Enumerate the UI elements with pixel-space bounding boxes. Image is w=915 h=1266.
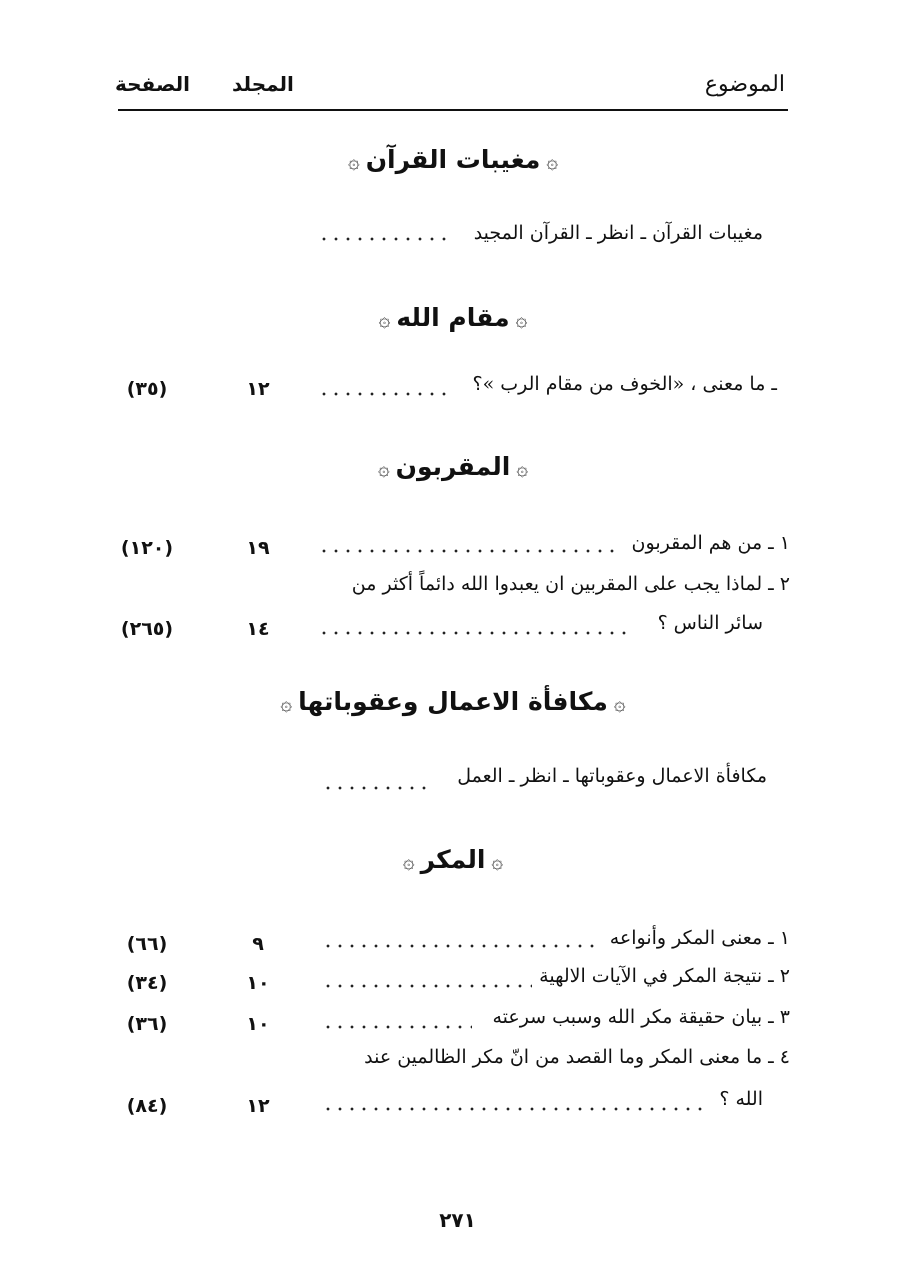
entry-line: ١ ـ من هم المقربون (631, 532, 790, 554)
ornament-icon: ۞ (378, 307, 391, 331)
volume-number: ١٢ (246, 1095, 270, 1117)
leader-dots (318, 549, 618, 553)
volume-number: ١٠ (246, 1013, 270, 1035)
header-rule (118, 109, 788, 111)
leader-dots (322, 1025, 472, 1029)
section-title (118, 303, 788, 332)
entry-line: ٢ ـ نتيجة المكر في الآيات الالهية (539, 965, 790, 987)
page-number: (٣٥) (126, 378, 168, 400)
entry-line: ـ ما معنى ، «الخوف من مقام الرب »؟ (472, 373, 777, 395)
column-header-page: الصفحة (115, 72, 191, 96)
section-title-text: المقربون (395, 452, 511, 481)
page-number: (٣٤) (126, 972, 168, 994)
entry-line: سائر الناس ؟ (657, 612, 763, 634)
section-title (118, 145, 788, 174)
ornament-icon: ۞ (491, 849, 504, 873)
ornament-icon: ۞ (613, 691, 626, 715)
leader-dots (322, 984, 532, 988)
section-title-text: مكافأة الاعمال وعقوباتها (298, 687, 608, 716)
volume-number: ١٤ (246, 618, 270, 640)
ornament-icon: ۞ (402, 849, 415, 873)
section-title (118, 687, 788, 716)
volume-number: ١٠ (246, 972, 270, 994)
entry-line: ٣ ـ بيان حقيقة مكر الله وسبب سرعته (492, 1006, 790, 1028)
ornament-icon: ۞ (546, 149, 559, 173)
ornament-icon: ۞ (516, 456, 529, 480)
ornament-icon: ۞ (280, 691, 293, 715)
page-number: (٣٦) (126, 1013, 168, 1035)
page-footer-number: ٢٧١ (439, 1208, 476, 1232)
leader-dots (318, 237, 450, 241)
section-title (118, 845, 788, 874)
column-header-volume: المجلد (232, 72, 294, 96)
page-number: (٨٤) (126, 1095, 168, 1117)
page-number: (٢٦٥) (120, 618, 174, 640)
volume-number: ٩ (252, 933, 264, 955)
leader-dots (322, 786, 427, 790)
volume-number: ١٢ (246, 378, 270, 400)
entry-line: الله ؟ (719, 1088, 763, 1110)
page-number: (٦٦) (126, 933, 168, 955)
volume-number: ١٩ (246, 537, 270, 559)
entry-line: ١ ـ معنى المكر وأنواعه (609, 927, 790, 949)
section-title-text: المكر (420, 845, 486, 874)
ornament-icon: ۞ (377, 456, 390, 480)
section-title (118, 452, 788, 481)
column-header-topic: الموضوع (704, 72, 785, 97)
entry-line: مغيبات القرآن ـ انظر ـ القرآن المجيد (473, 222, 763, 244)
leader-dots (322, 944, 594, 948)
page-number: (١٢٠) (120, 537, 174, 559)
entry-line: ٤ ـ ما معنى المكر وما القصد من انّ مكر الظالمين عند (364, 1046, 790, 1068)
ornament-icon: ۞ (515, 307, 528, 331)
entry-line: ٢ ـ لماذا يجب على المقربين ان يعبدوا الله دائماً أكثر من (351, 573, 790, 595)
leader-dots (318, 631, 633, 635)
leader-dots (322, 1107, 707, 1111)
section-title-text: مغيبات القرآن (365, 145, 541, 174)
ornament-icon: ۞ (347, 149, 360, 173)
entry-line: مكافأة الاعمال وعقوباتها ـ انظر ـ العمل (457, 765, 767, 787)
leader-dots (318, 392, 450, 396)
section-title-text: مقام الله (396, 303, 510, 332)
